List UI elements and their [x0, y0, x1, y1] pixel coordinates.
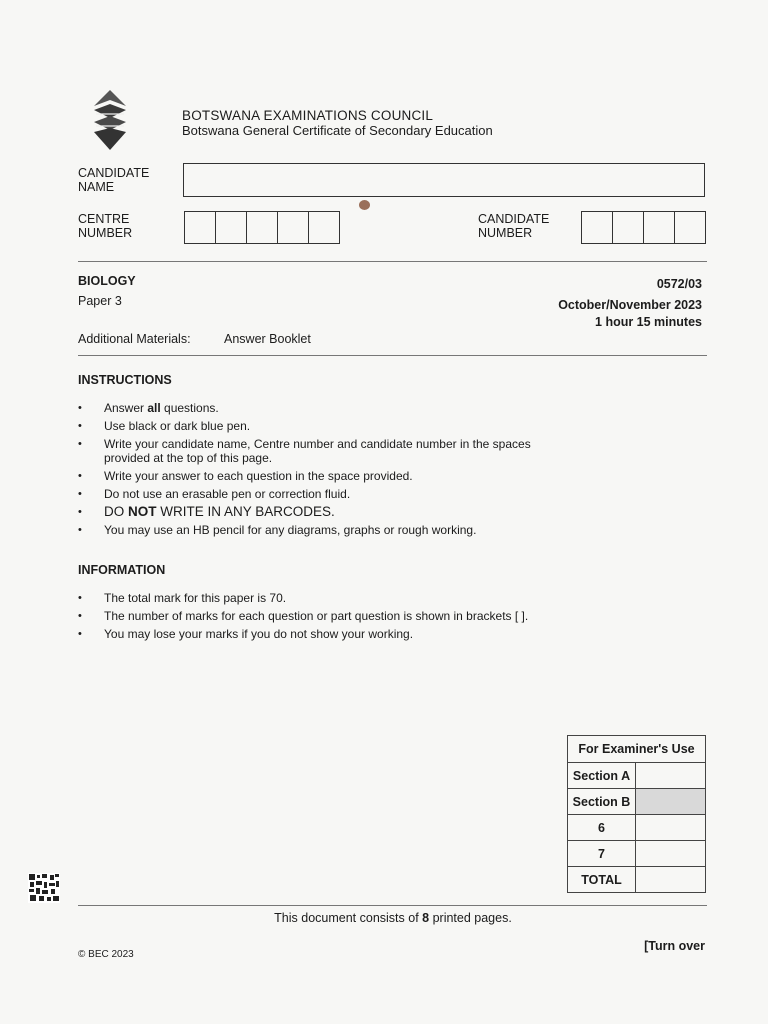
candidate-number-label: CANDIDATE NUMBER — [478, 212, 550, 240]
punch-hole — [359, 200, 370, 210]
turn-over: [Turn over — [644, 939, 705, 953]
table-row: Section A — [568, 763, 706, 789]
list-item: • You may lose your marks if you do not show your working. — [78, 627, 598, 641]
divider — [78, 355, 707, 356]
materials-value: Answer Booklet — [224, 332, 311, 346]
divider — [78, 261, 707, 262]
copyright: © BEC 2023 — [78, 949, 134, 960]
paper-number: Paper 3 — [78, 294, 122, 308]
list-item: • DO NOT WRITE IN ANY BARCODES. — [78, 505, 578, 519]
information-list — [78, 591, 598, 645]
list-item: • The total mark for this paper is 70. — [78, 591, 598, 605]
candidate-number-field[interactable] — [581, 211, 706, 244]
subject-title: BIOLOGY — [78, 274, 136, 288]
candidate-name-field[interactable] — [183, 163, 705, 197]
barcode-icon — [28, 873, 60, 903]
candidate-name-label: CANDIDATE NAME — [78, 166, 150, 194]
list-item: • The number of marks for each question or part question is shown in brackets [ ]. — [78, 609, 598, 623]
list-item: • Do not use an erasable pen or correction fluid. — [78, 487, 578, 501]
mark-cell — [636, 763, 706, 789]
examiner-use-table — [567, 735, 706, 893]
mark-cell — [636, 841, 706, 867]
list-item: • Answer all questions. — [78, 401, 578, 415]
paper-code: 0572/03 — [656, 277, 702, 291]
centre-number-field[interactable] — [184, 211, 340, 244]
examiner-table-heading: For Examiner's Use — [568, 736, 706, 763]
list-item: • Use black or dark blue pen. — [78, 419, 578, 433]
page-count: This document consists of 8 printed pages. — [274, 911, 512, 925]
materials-label: Additional Materials: — [78, 332, 191, 346]
bec-logo-icon — [86, 88, 134, 152]
mark-cell — [636, 867, 706, 893]
centre-number-label: CENTRE NUMBER — [78, 212, 133, 240]
qualification-name: Botswana General Certificate of Secondary Education — [182, 123, 493, 138]
list-item: • Write your answer to each question in the space provided. — [78, 469, 578, 483]
table-row: TOTAL — [568, 867, 706, 893]
mark-cell — [636, 789, 706, 815]
table-row: Section B — [568, 789, 706, 815]
council-name: BOTSWANA EXAMINATIONS COUNCIL — [182, 108, 434, 123]
table-row: 7 — [568, 841, 706, 867]
instructions-list — [78, 401, 578, 541]
list-item: • You may use an HB pencil for any diagrams, graphs or rough working. — [78, 523, 578, 537]
mark-cell — [636, 815, 706, 841]
instructions-heading: INSTRUCTIONS — [78, 373, 172, 387]
table-row: 6 — [568, 815, 706, 841]
divider — [78, 905, 707, 906]
exam-session: October/November 2023 — [558, 298, 702, 312]
list-item: • Write your candidate name, Centre number and candidate number in the spaces provided at the top of this page. — [78, 437, 578, 465]
exam-duration: 1 hour 15 minutes — [595, 315, 702, 329]
information-heading: INFORMATION — [78, 563, 166, 577]
